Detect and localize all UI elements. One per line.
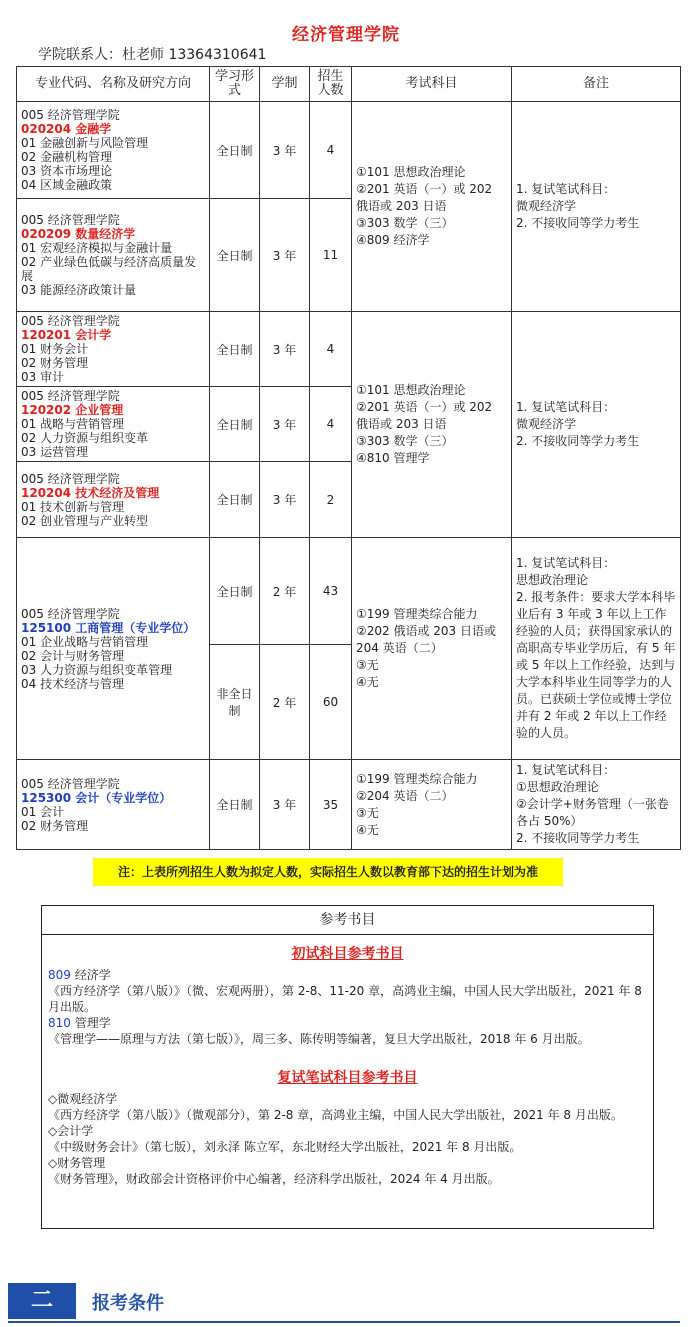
note-line: ①思想政治理论 [516,780,599,794]
book-entry: 《管理学——原理与方法（第七版）》，周三多、陈传明等编著，复旦大学出版社，2018 年 6 月出版。 [48,1032,590,1046]
retest-reference-heading: 复试笔试科目参考书目 [277,1070,418,1086]
years-cell: 2 年 [260,645,310,760]
direction: 02 创业管理与产业转型 [21,513,149,528]
direction: 03 能源经济政策计量 [21,283,137,297]
years-cell: 3 年 [260,760,310,850]
direction: 04 技术经济与管理 [21,676,125,691]
years-cell: 2 年 [260,538,310,645]
exam-cell [352,760,512,850]
header-notes: 备注 [512,67,681,102]
initial-reference-heading: 初试科目参考书目 [291,946,404,962]
notes-cell [512,760,681,850]
exam-subject: ②204 英语（二） [356,788,454,803]
note-line: 2. 报考条件：要求大学本科毕业后有 3 年或 3 年以上工作经验的人员；获得国家承认的高职高专毕业学历后，有 5 年或 5 年以上工作经验，达到与大学本科毕业生同等学力的人员。已获硕士学位或博士学位并有 2 年或 2 年以上工作经验的人员。 [516,590,676,740]
direction: 03 审计 [21,370,65,384]
mode-cell: 全日制 [210,760,260,850]
section-label: 报考条件 [92,1293,164,1314]
exam-subject: ①101 思想政治理论 [356,383,466,397]
quota-cell: 60 [310,645,352,760]
exam-subject: ④无 [356,822,379,837]
quota-cell: 2 [310,462,352,538]
note-line: 1. 复试笔试科目： [516,182,616,196]
table-row [17,538,681,645]
header-program: 专业代码、名称及研究方向 [17,67,210,102]
notes-cell [512,538,681,760]
years-cell: 3 年 [260,462,310,538]
mode-cell: 全日制 [210,462,260,538]
school-name: 005 经济管理学院 [21,606,120,621]
program-cell [17,387,210,462]
direction: 01 会计 [21,804,65,819]
contact-info: 学院联系人：杜老师 13364310641 [38,47,267,63]
direction: 02 会计与财务管理 [21,648,125,663]
header-quota: 招生人数 [310,67,352,102]
direction: 01 财务会计 [21,342,89,356]
program-cell [17,199,210,312]
mode-cell: 全日制 [210,387,260,462]
note-line: 思想政治理论 [516,573,589,587]
exam-cell [352,312,512,538]
exam-cell [352,538,512,760]
quota-cell: 4 [310,312,352,387]
school-name: 005 经济管理学院 [21,108,120,122]
exam-subject: ③303 数学（三） [356,216,454,230]
note-line: 2. 不接收同等学力考生 [516,216,640,230]
book-entry: 《西方经济学（第八版）》（微观部分），第 2-8 章，高鸿业主编，中国人民大学出版社，2021 年 8 月出版。 [48,1108,623,1122]
program-code-name: 020209 数量经济学 [21,227,136,241]
mode-cell: 非全日制 [210,645,260,760]
program-code-name: 120201 会计学 [21,328,112,342]
years-cell: 3 年 [260,102,310,199]
program-code-name: 120202 企业管理 [21,403,124,417]
exam-cell [352,102,512,312]
quota-cell: 4 [310,387,352,462]
direction: 03 资本市场理论 [21,164,113,178]
book-entry: 《财务管理》，财政部会计资格评价中心编著，经济科学出版社，2024 年 4 月出版。 [48,1172,500,1186]
note-line: 2. 不接收同等学力考生 [516,831,640,845]
direction: 02 产业绿色低碳与经济高质量发展 [21,255,197,283]
quota-notice: 注：上表所列招生人数为拟定人数，实际招生人数以教育部下达的招生计划为准 [93,858,563,886]
program-cell [17,538,210,760]
direction: 01 技术创新与管理 [21,499,125,514]
direction: 01 企业战略与营销管理 [21,634,149,649]
years-cell: 3 年 [260,387,310,462]
direction: 02 金融机构管理 [21,150,113,164]
subject-name: ◇微观经济学 [48,1092,118,1106]
program-code-name: 020204 金融学 [21,122,112,136]
header-mode: 学习形式 [210,67,260,102]
school-name: 005 经济管理学院 [21,776,120,791]
table-row [17,102,681,199]
reference-books-box [41,905,654,1229]
subject-code: 809 [48,968,71,982]
direction: 03 人力资源与组织变革管理 [21,662,173,677]
header-exam: 考试科目 [352,67,512,102]
direction: 02 财务管理 [21,818,89,833]
table-row [17,312,681,387]
direction: 01 金融创新与风险管理 [21,136,149,150]
exam-subject: ③303 数学（三） [356,434,454,448]
header-years: 学制 [260,67,310,102]
note-line: 2. 不接收同等学力考生 [516,434,640,448]
reference-item [48,967,647,983]
program-cell [17,102,210,199]
direction: 01 宏观经济模拟与金融计量 [21,241,173,255]
school-name: 005 经济管理学院 [21,213,120,227]
program-cell [17,760,210,850]
retest-reference-list [42,1091,653,1187]
mode-cell: 全日制 [210,312,260,387]
direction: 04 区域金融政策 [21,178,113,192]
exam-subject: ③无 [356,805,379,820]
school-name: 005 经济管理学院 [21,314,120,328]
exam-subject: ④809 经济学 [356,233,430,247]
program-cell [17,312,210,387]
reference-heading: 参考书目 [42,906,653,935]
exam-subject: ④810 管理学 [356,451,430,465]
mode-cell: 全日制 [210,102,260,199]
exam-subject: ①199 管理类综合能力 [356,771,478,786]
section-divider [8,1321,680,1323]
page-title: 经济管理学院 [292,25,400,45]
book-entry: 《中级财务会计》（第七版），刘永泽 陈立军，东北财经大学出版社，2021 年 8 月出版。 [48,1140,522,1154]
notes-cell [512,102,681,312]
program-code-name: 125300 会计（专业学位） [21,790,172,805]
direction: 03 运营管理 [21,445,89,459]
mode-cell: 全日制 [210,538,260,645]
table-row [17,760,681,850]
exam-subject: ④无 [356,675,379,689]
quota-cell: 35 [310,760,352,850]
school-name: 005 经济管理学院 [21,389,120,403]
subject-name: ◇财务管理 [48,1156,106,1170]
exam-subject: ③无 [356,658,379,672]
direction: 02 财务管理 [21,356,89,370]
admissions-table [16,66,681,850]
years-cell: 3 年 [260,199,310,312]
exam-subject: ②202 俄语或 203 日语或 204 英语（二） [356,624,497,655]
direction: 02 人力资源与组织变革 [21,431,149,445]
program-code-name: 120204 技术经济及管理 [21,485,160,500]
note-line: 1. 复试笔试科目： [516,556,616,570]
exam-subject: ①199 管理类综合能力 [356,607,478,621]
subject-name: 管理学 [74,1016,111,1030]
subject-name: 经济学 [74,968,111,982]
school-name: 005 经济管理学院 [21,471,120,486]
quota-cell: 4 [310,102,352,199]
direction: 01 战略与营销管理 [21,417,125,431]
note-line: ②会计学+财务管理（一张卷各占 50%） [516,797,669,828]
note-line: 1. 复试笔试科目： [516,400,616,414]
section-footer [8,1283,680,1323]
program-code-name: 125100 工商管理（专业学位） [21,620,196,635]
reference-item [48,1015,647,1031]
quota-cell: 11 [310,199,352,312]
note-line: 微观经济学 [516,417,577,431]
subject-name: ◇会计学 [48,1124,94,1138]
exam-subject: ②201 英语（一）或 202 俄语或 203 日语 [356,182,493,213]
notes-cell [512,312,681,538]
quota-cell: 43 [310,538,352,645]
subject-code: 810 [48,1016,71,1030]
years-cell: 3 年 [260,312,310,387]
table-header-row [17,67,681,102]
note-line: 1. 复试笔试科目： [516,763,616,777]
section-number: 二 [8,1283,76,1319]
note-line: 微观经济学 [516,199,577,213]
exam-subject: ①101 思想政治理论 [356,165,466,179]
program-cell [17,462,210,538]
initial-reference-list [42,967,653,1047]
exam-subject: ②201 英语（一）或 202 俄语或 203 日语 [356,400,493,431]
mode-cell: 全日制 [210,199,260,312]
book-entry: 《西方经济学（第八版）》（微、宏观两册），第 2-8、11-20 章，高鸿业主编，中国人民大学出版社，2021 年 8 月出版。 [48,984,642,1014]
